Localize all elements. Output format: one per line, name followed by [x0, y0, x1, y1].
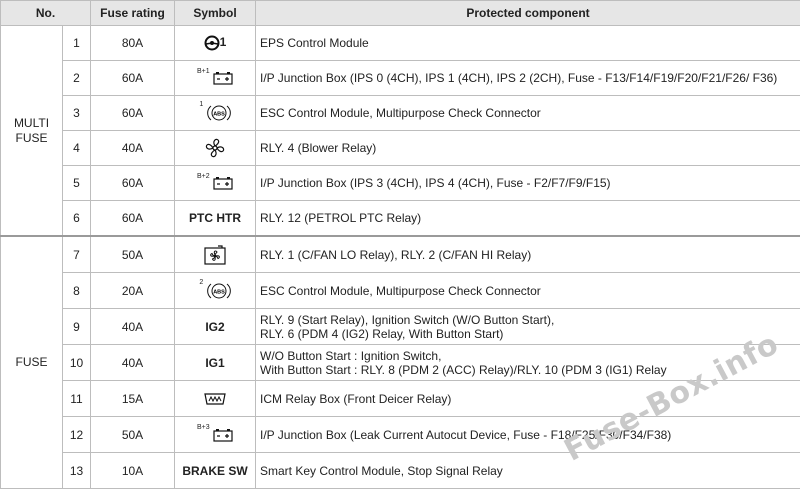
row-no: 1	[63, 26, 91, 61]
table-row	[1, 26, 800, 61]
row-component: ESC Control Module, Multipurpose Check Connector	[256, 96, 800, 131]
table-row	[1, 417, 800, 453]
row-symbol: IG1	[175, 345, 256, 381]
abs-icon	[207, 104, 231, 122]
svg-text:ABS: ABS	[212, 289, 225, 295]
table-row	[1, 166, 800, 201]
row-no: 3	[63, 96, 91, 131]
row-component: I/P Junction Box (Leak Current Autocut Device, Fuse - F18/F25/F30/F34/F38)	[256, 417, 800, 453]
battery-icon	[213, 428, 233, 442]
row-no: 9	[63, 309, 91, 345]
row-symbol: IG2	[175, 309, 256, 345]
header-component: Protected component	[256, 1, 800, 26]
row-component: W/O Button Start : Ignition Switch, With Button Start : RLY. 8 (PDM 2 (ACC) Relay)/RLY. 10 (PDM 3 (IG1) Relay	[256, 345, 800, 381]
row-component: RLY. 4 (Blower Relay)	[256, 131, 800, 166]
row-symbol: B+2	[175, 166, 256, 201]
row-no: 6	[63, 201, 91, 237]
cooling-fan-icon	[204, 245, 226, 265]
svg-text:ABS: ABS	[212, 111, 225, 118]
eps-steering-icon	[204, 35, 220, 51]
row-rating: 60A	[91, 96, 175, 131]
row-symbol: 1	[175, 26, 256, 61]
row-no: 7	[63, 236, 91, 273]
row-symbol: BRAKE SW	[175, 453, 256, 489]
row-rating: 60A	[91, 201, 175, 237]
row-rating: 80A	[91, 26, 175, 61]
row-rating: 40A	[91, 309, 175, 345]
table-row	[1, 236, 800, 273]
row-symbol	[175, 131, 256, 166]
group-multi-fuse: MULTI FUSE	[1, 26, 63, 237]
row-symbol: $^1$ ABS	[175, 96, 256, 131]
table-row	[1, 131, 800, 166]
table-row	[1, 96, 800, 131]
header-symbol: Symbol	[175, 1, 256, 26]
row-component: I/P Junction Box (IPS 0 (4CH), IPS 1 (4CH), IPS 2 (2CH), Fuse - F13/F14/F19/F20/F21/F26/ F36)	[256, 61, 800, 96]
battery-icon	[213, 176, 233, 190]
row-no: 5	[63, 166, 91, 201]
row-no: 13	[63, 453, 91, 489]
row-component: Smart Key Control Module, Stop Signal Relay	[256, 453, 800, 489]
row-rating: 40A	[91, 345, 175, 381]
row-no: 11	[63, 381, 91, 417]
row-no: 4	[63, 131, 91, 166]
row-rating: 60A	[91, 61, 175, 96]
row-no: 12	[63, 417, 91, 453]
fan-icon	[204, 137, 226, 159]
deicer-icon	[203, 392, 227, 406]
row-component: ICM Relay Box (Front Deicer Relay)	[256, 381, 800, 417]
header-rating: Fuse rating	[91, 1, 175, 26]
row-no: 8	[63, 273, 91, 309]
row-rating: 50A	[91, 417, 175, 453]
table-row	[1, 201, 800, 237]
table-row	[1, 273, 800, 309]
row-no: 10	[63, 345, 91, 381]
row-symbol: $^2$ ABS	[175, 273, 256, 309]
table-row	[1, 381, 800, 417]
row-rating: 10A	[91, 453, 175, 489]
row-rating: 60A	[91, 166, 175, 201]
row-symbol	[175, 236, 256, 273]
row-component: EPS Control Module	[256, 26, 800, 61]
row-rating: 15A	[91, 381, 175, 417]
table-row	[1, 345, 800, 381]
table-row	[1, 453, 800, 489]
row-component: RLY. 9 (Start Relay), Ignition Switch (W/O Button Start), RLY. 6 (PDM 4 (IG2) Relay, With Button Start)	[256, 309, 800, 345]
row-symbol: PTC HTR	[175, 201, 256, 237]
row-no: 2	[63, 61, 91, 96]
row-component: I/P Junction Box (IPS 3 (4CH), IPS 4 (4CH), Fuse - F2/F7/F9/F15)	[256, 166, 800, 201]
table-row	[1, 61, 800, 96]
abs-icon	[207, 282, 231, 300]
row-rating: 20A	[91, 273, 175, 309]
group-fuse: FUSE	[1, 236, 63, 489]
row-rating: 40A	[91, 131, 175, 166]
row-symbol	[175, 381, 256, 417]
battery-icon	[213, 71, 233, 85]
header-no: No.	[1, 1, 91, 26]
row-symbol: B+3	[175, 417, 256, 453]
watermark: Fuse-Box.info	[558, 326, 785, 469]
row-symbol: B+1	[175, 61, 256, 96]
row-component: RLY. 12 (PETROL PTC Relay)	[256, 201, 800, 237]
row-component: ESC Control Module, Multipurpose Check Connector	[256, 273, 800, 309]
row-component: RLY. 1 (C/FAN LO Relay), RLY. 2 (C/FAN HI Relay)	[256, 236, 800, 273]
table-row	[1, 309, 800, 345]
row-rating: 50A	[91, 236, 175, 273]
